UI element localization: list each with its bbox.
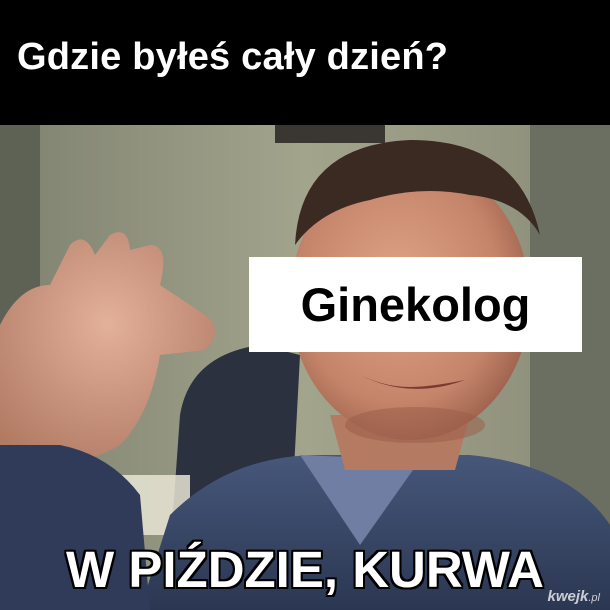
photo <box>0 125 610 610</box>
chin-shadow <box>345 407 485 443</box>
watermark-tld: .pl <box>588 592 600 604</box>
top-caption-bar <box>0 0 610 125</box>
label-text: Ginekolog <box>300 278 531 331</box>
bottom-caption: W PIŹDZIE, KURWA <box>66 541 544 598</box>
top-caption: Gdzie byłeś cały dzień? <box>17 36 449 78</box>
watermark <box>548 588 601 605</box>
label-box <box>249 257 582 352</box>
watermark-name: kwejk <box>547 588 589 605</box>
picture-frame <box>275 125 385 143</box>
